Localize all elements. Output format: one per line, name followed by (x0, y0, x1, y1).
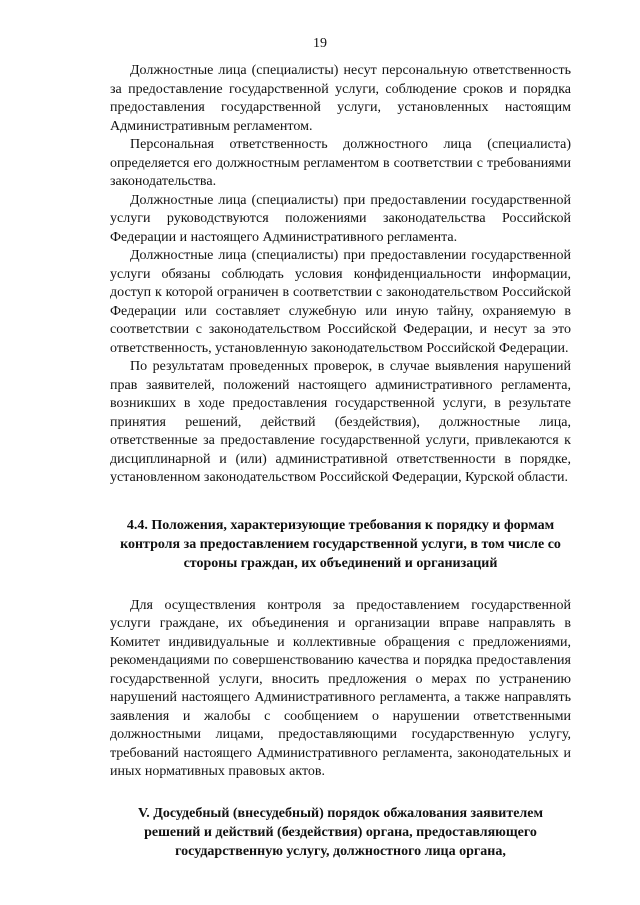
section-4-4-heading: 4.4. Положения, характеризующие требования к порядку и формам контроля за предоставлением государственной услуги, в том числе со стороны граждан, их объединений и организаций (120, 517, 561, 571)
page-number: 19 (313, 36, 327, 51)
paragraph-inspection-results: По результатам проведенных проверок, в случае выявления нарушений прав заявителей, положений настоящего административного регламента, возникших в ходе предоставления государственной услуги, в результате принятия решений, действий (бездействия), должностные лица, ответственные за предоставление государственной услуги, привлекаются к дисциплинарной и (или) административной ответственности в порядке, установленном законодательством Российской Федерации, Курской области. (110, 359, 571, 485)
section-5-heading: V. Досудебный (внесудебный) порядок обжалования заявителем решений и действий (бездействия) органа, предоставляющего государственную услугу, должностного лица органа, (137, 805, 544, 859)
paragraph-personal-responsibility: Должностные лица (специалисты) несут персональную ответственность за предоставление государственной услуги, соблюдение сроков и порядка предоставления государственной услуги, установленных настоящим Административным регламентом. (110, 63, 571, 134)
paragraph-confidentiality: Должностные лица (специалисты) при предоставлении государственной услуги обязаны соблюдать условия конфиденциальности информации, доступ к которой ограничен в соответствии с законодательством Российской Федерации или составляет служебную или иную тайну, охраняемую в соответствии с законодательством Российской Федерации, и несут за это ответственность, установленную законодательством Российской Федерации. (110, 248, 571, 356)
paragraph-legislation-guidance: Должностные лица (специалисты) при предоставлении государственной услуги руководствуются положениями законодательства Российской Федерации и настоящего Административного регламента. (110, 192, 571, 245)
page-content (110, 62, 571, 861)
section-4-4-text: Для осуществления контроля за предоставлением государственной услуги граждане, их объединения и организации вправе направлять в Комитет индивидуальные и коллективные обращения с предложениями, рекомендациями по совершенствованию качества и порядка предоставления государственной услуги, вносить предложения о мерах по устранению нарушений настоящего Административного регламента, а также направлять заявления и жалобы с сообщением о нарушении ответственными должностными лицами, предоставляющими государственную услугу, требований настоящего Административного регламента, законодательных и иных нормативных правовых актов. (110, 597, 571, 779)
paragraph-responsibility-definition: Персональная ответственность должностного лица (специалиста) определяется его должностным регламентом в соответствии с требованиями законодательства. (110, 137, 571, 189)
